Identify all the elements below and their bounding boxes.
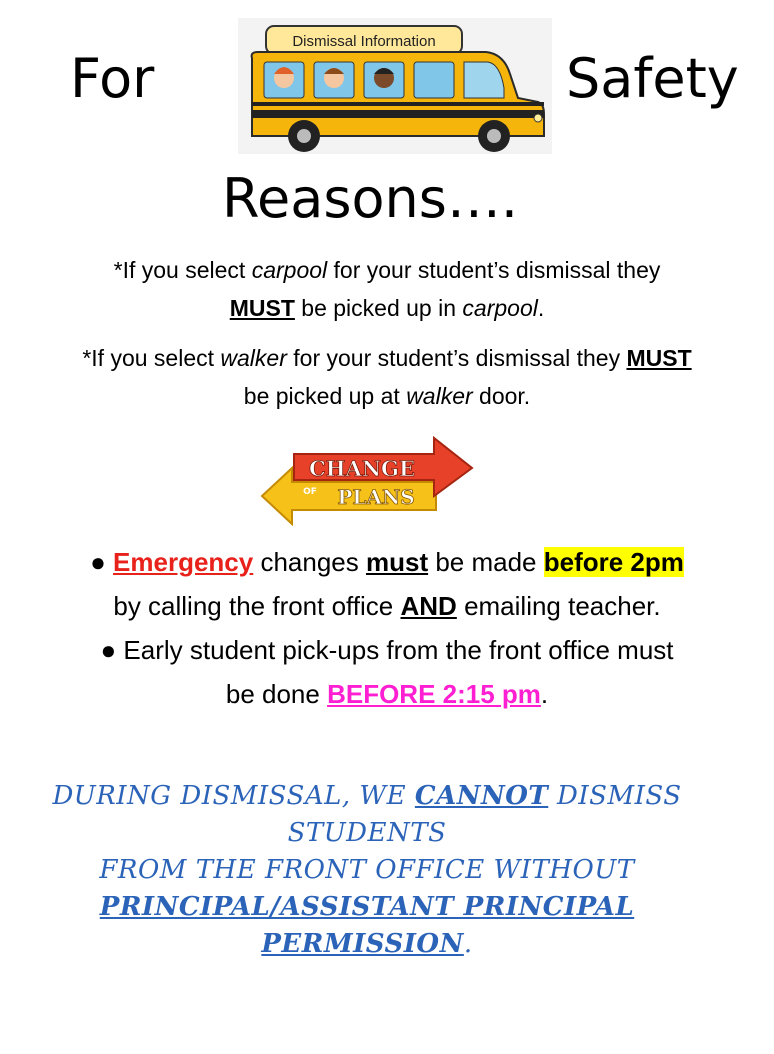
walker-rule-line-2 <box>0 377 774 415</box>
bus-sign-text: Dismissal Information <box>292 33 436 50</box>
notice-line-2: FROM THE FRONT OFFICE WITHOUT <box>99 855 635 885</box>
walker-word: walker <box>220 345 287 371</box>
text: DURING DISMISSAL, WE <box>52 781 415 811</box>
deadline-215pm: BEFORE 2:15 pm <box>327 679 541 709</box>
text: be picked up in <box>294 295 463 321</box>
text: for your student’s dismissal they <box>327 257 661 283</box>
text: be made <box>428 547 544 577</box>
text: emailing teacher. <box>456 591 661 621</box>
permission-text: PRINCIPAL/ASSISTANT PRINCIPAL PERMISSION <box>99 892 635 959</box>
carpool-rule-line-2 <box>0 289 774 327</box>
carpool-word: carpool <box>462 295 538 321</box>
bullet-emergency-line-2 <box>0 584 774 628</box>
text: door. <box>472 383 531 409</box>
text: for your student’s dismissal they <box>286 345 627 371</box>
dismissal-notice <box>0 778 734 963</box>
walker-rule <box>0 339 774 415</box>
and-word: AND <box>400 591 457 621</box>
heading-word-for: For <box>70 47 155 110</box>
text: . <box>540 679 549 709</box>
cannot-word: CANNOT <box>414 781 549 811</box>
deadline-2pm: before 2pm <box>543 547 684 577</box>
dismissal-bullets <box>0 540 774 716</box>
notice-line-1 <box>0 778 734 852</box>
bullet-dot: ● <box>100 635 117 665</box>
of-text: OF <box>303 487 317 497</box>
bullet-emergency-line-1 <box>0 540 774 584</box>
school-bus-illustration <box>238 18 552 154</box>
must-word: must <box>365 547 429 577</box>
carpool-word: carpool <box>251 257 328 283</box>
text: *If you select <box>113 257 252 283</box>
text: *If you select <box>82 345 221 371</box>
text: by calling the front office <box>113 591 401 621</box>
plans-text: PLANS <box>337 485 415 509</box>
walker-rule-line-1 <box>0 339 774 377</box>
carpool-rule <box>0 251 774 327</box>
carpool-rule-line-1 <box>0 251 774 289</box>
change-of-plans-graphic <box>258 434 478 526</box>
notice-line-3 <box>0 889 734 963</box>
text: be done <box>225 679 328 709</box>
heading-word-reasons: Reasons…. <box>221 167 519 230</box>
must-emphasis: MUST <box>626 345 692 371</box>
text: Early student pick-ups from the front office must <box>123 635 674 665</box>
change-text: CHANGE <box>309 456 415 481</box>
must-emphasis: MUST <box>229 295 295 321</box>
bullet-early-pickup-line-2 <box>0 672 774 716</box>
heading-word-safety: Safety <box>566 47 739 110</box>
text: . <box>537 295 545 321</box>
text: be picked up at <box>243 383 407 409</box>
bullet-dot: ● <box>90 547 106 577</box>
text: . <box>463 929 473 959</box>
walker-word: walker <box>406 383 473 409</box>
bullet-early-pickup-line-1 <box>0 628 774 672</box>
emergency-word: Emergency <box>113 547 254 577</box>
text: changes <box>253 547 366 577</box>
text: DISMISS STUDENTS <box>287 781 682 848</box>
